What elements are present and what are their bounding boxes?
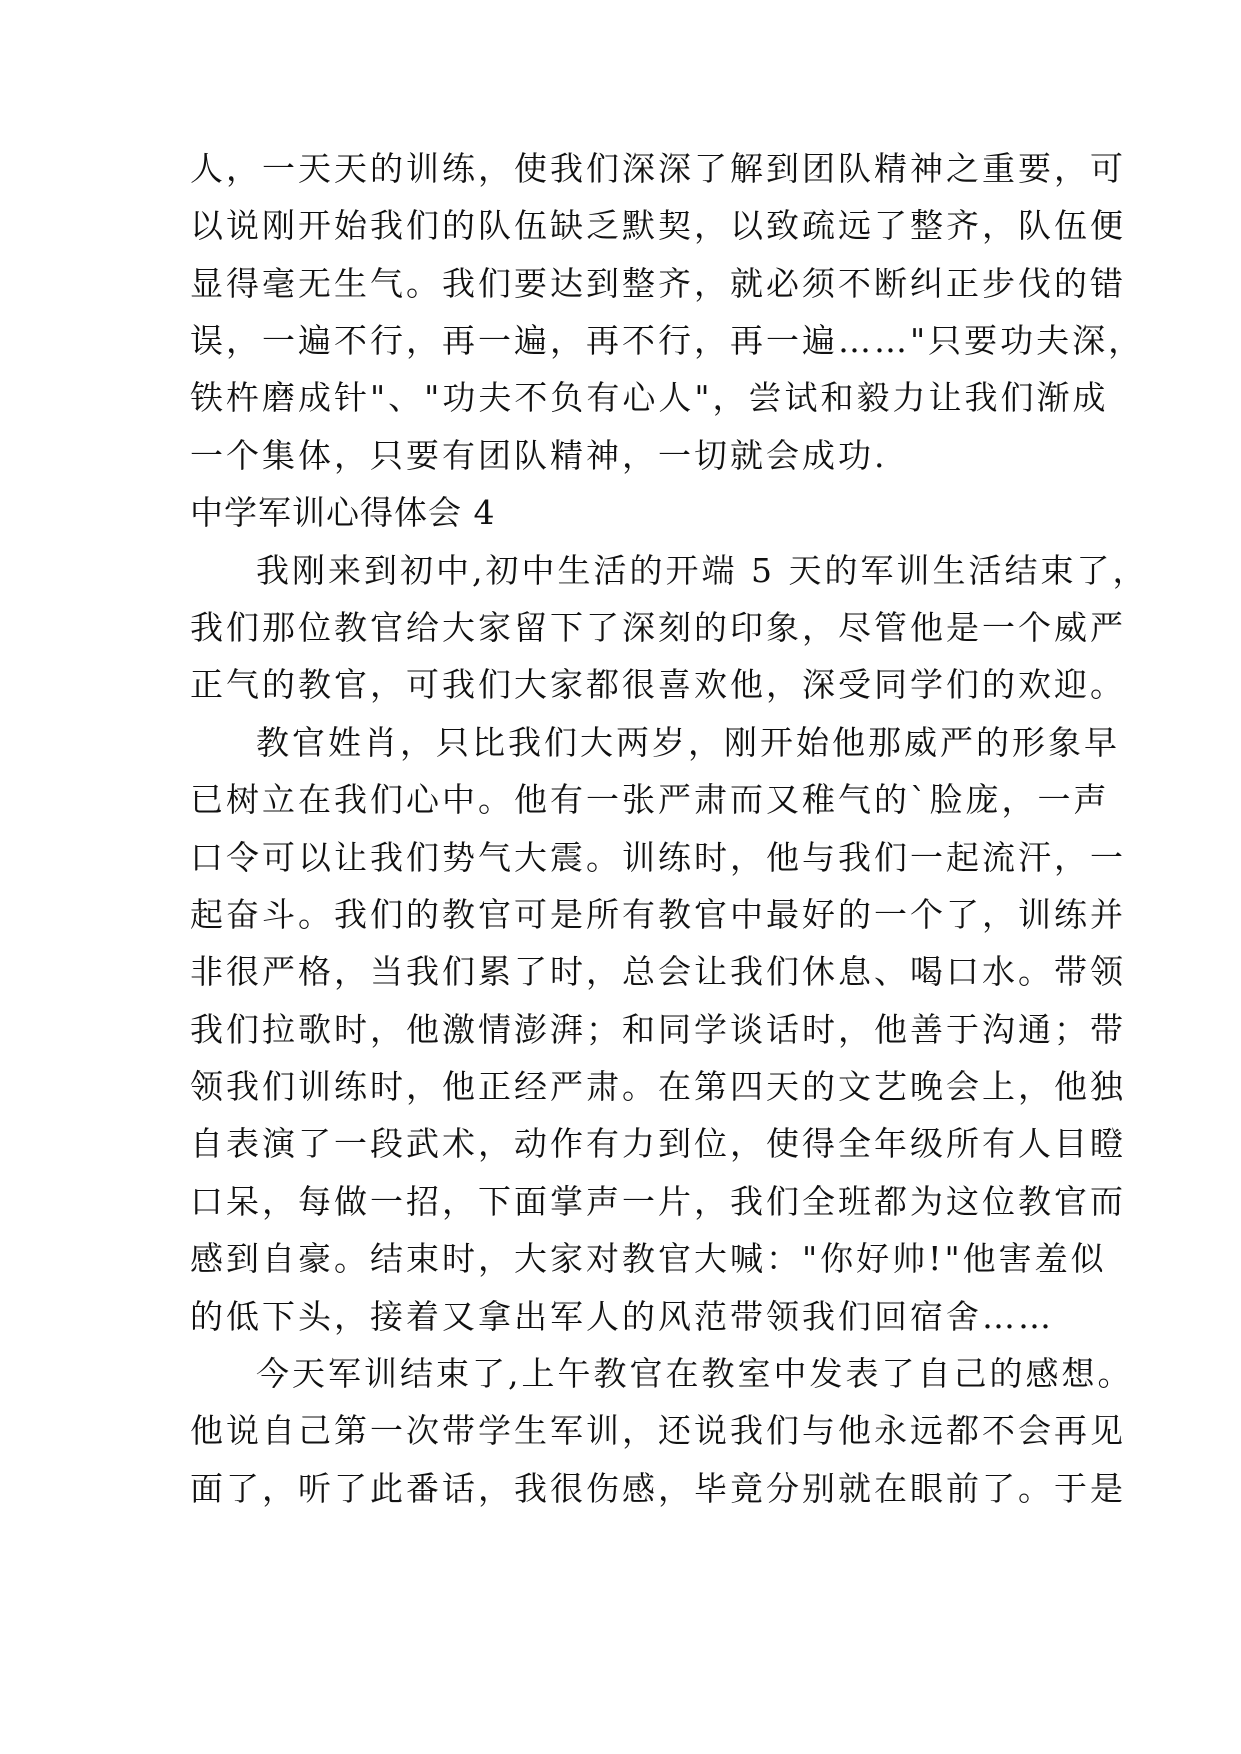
paragraph-3-line-5: 非很严格，当我们累了时，总会让我们休息、喝口水。带领 <box>190 952 1126 991</box>
paragraph-3-line-11: 的低下头，接着又拿出军人的风范带领我们回宿舍…… <box>190 1297 1054 1336</box>
paragraph-4-line-3: 面了，听了此番话，我很伤感，毕竟分别就在眼前了。于是 <box>190 1469 1126 1508</box>
paragraph-1-line-3: 显得毫无生气。我们要达到整齐，就必须不断纠正步伐的错 <box>190 264 1126 303</box>
paragraph-3-line-4: 起奋斗。我们的教官可是所有教官中最好的一个了，训练并 <box>190 895 1126 934</box>
paragraph-3-line-9: 口呆，每做一招，下面掌声一片，我们全班都为这位教官而 <box>190 1182 1126 1221</box>
section-heading: 中学军训心得体会 4 <box>190 493 496 532</box>
paragraph-3-line-7: 领我们训练时，他正经严肃。在第四天的文艺晚会上，他独 <box>190 1067 1126 1106</box>
paragraph-1-line-6: 一个集体，只要有团队精神，一切就会成功. <box>190 436 888 475</box>
paragraph-2-line-3: 正气的教官，可我们大家都很喜欢他，深受同学们的欢迎。 <box>190 665 1126 704</box>
paragraph-3-line-8: 自表演了一段武术，动作有力到位，使得全年级所有人目瞪 <box>190 1124 1126 1163</box>
paragraph-1-line-5: 铁杵磨成针"、"功夫不负有心人"，尝试和毅力让我们渐成 <box>190 378 1109 417</box>
paragraph-1-line-4: 误，一遍不行，再一遍，再不行，再一遍……"只要功夫深， <box>190 321 1145 360</box>
paragraph-1-line-1: 人，一天天的训练，使我们深深了解到团队精神之重要，可 <box>190 149 1126 188</box>
paragraph-3-line-6: 我们拉歌时，他激情澎湃；和同学谈话时，他善于沟通；带 <box>190 1010 1126 1049</box>
paragraph-3-line-2: 已树立在我们心中。他有一张严肃而又稚气的`脸庞，一声 <box>190 780 1110 819</box>
paragraph-3-line-3: 口令可以让我们势气大震。训练时，他与我们一起流汗，一 <box>190 838 1126 877</box>
paragraph-4-line-2: 他说自己第一次带学生军训，还说我们与他永远都不会再见 <box>190 1411 1126 1450</box>
paragraph-3-line-10: 感到自豪。结束时，大家对教官大喊："你好帅!"他害羞似 <box>190 1239 1107 1278</box>
paragraph-4-line-1: 今天军训结束了,上午教官在教室中发表了自己的感想。 <box>256 1354 1134 1393</box>
paragraph-3-line-1: 教官姓肖，只比我们大两岁，刚开始他那威严的形象早 <box>256 723 1120 762</box>
paragraph-2-line-1: 我刚来到初中,初中生活的开端 5 天的军训生活结束了， <box>256 551 1149 590</box>
paragraph-1-line-2: 以说刚开始我们的队伍缺乏默契，以致疏远了整齐，队伍便 <box>190 206 1126 245</box>
paragraph-2-line-2: 我们那位教官给大家留下了深刻的印象，尽管他是一个威严 <box>190 608 1126 647</box>
